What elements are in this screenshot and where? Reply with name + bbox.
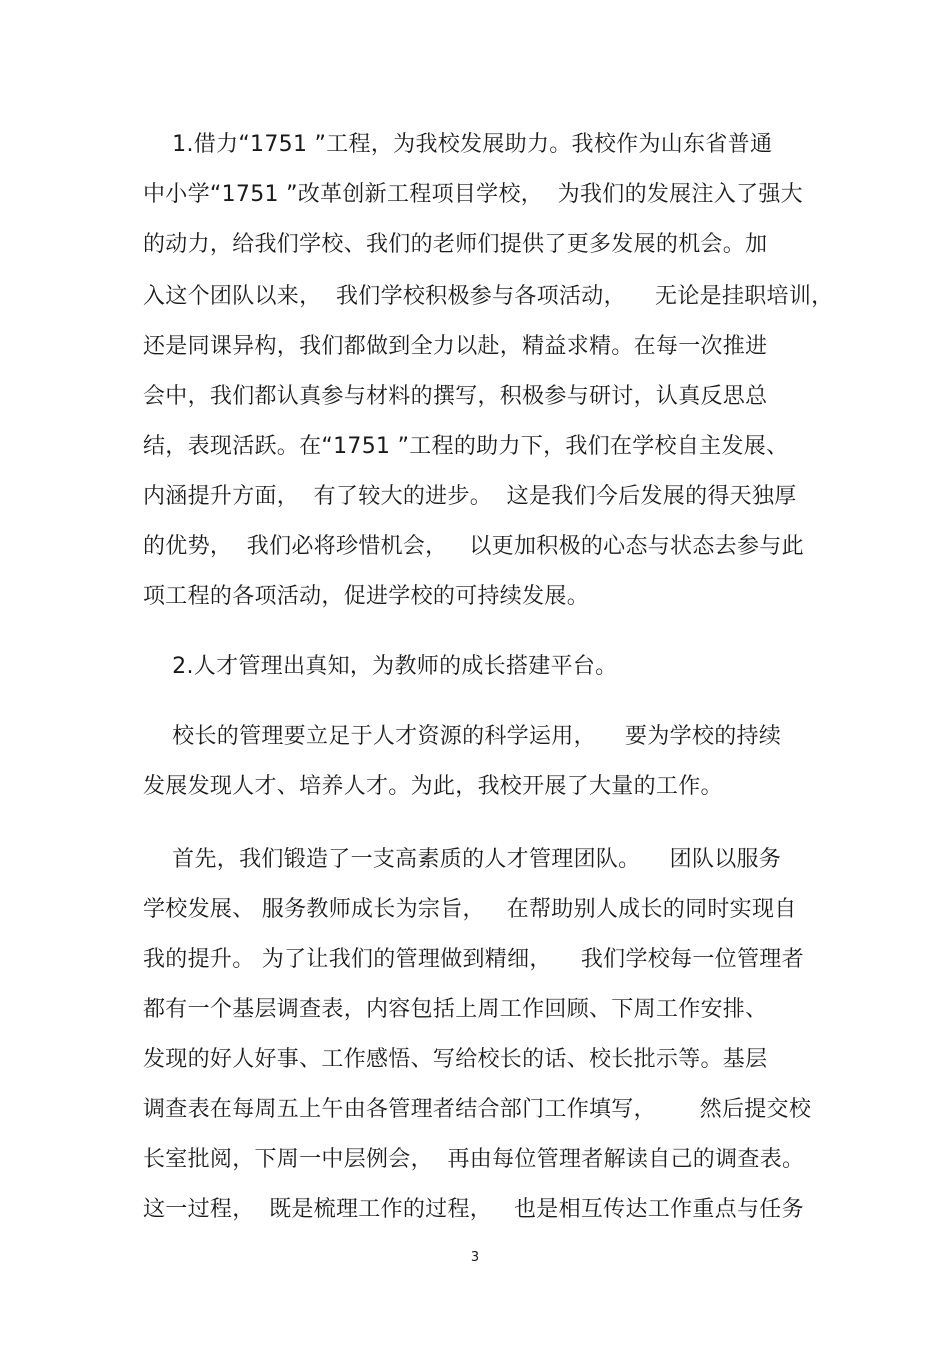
text-line: 结，表现活跃。在“1751 ”工程的助力下，我们在学校自主发展、 — [143, 434, 789, 459]
text-line: 中小学“1751 ”改革创新工程项目学校， 为我们的发展注入了强大 — [143, 182, 803, 207]
text-line: 的优势， 我们必将珍惜机会， 以更加积极的心态与状态去参与此 — [143, 534, 804, 559]
section-heading: 2.人才管理出真知，为教师的成长搭建平台。 — [143, 654, 618, 679]
page-number: 3 — [470, 1250, 480, 1265]
text-line: 学校发展、 服务教师成长为宗旨， 在帮助别人成长的同时实现自 — [143, 897, 797, 922]
text-line: 还是同课异构，我们都做到全力以赴，精益求精。在每一次推进 — [143, 334, 768, 359]
text-line: 调查表在每周五上午由各管理者结合部门工作填写， 然后提交校 — [143, 1097, 812, 1122]
text-line: 项工程的各项活动，促进学校的可持续发展。 — [143, 584, 590, 609]
text-line: 发现的好人好事、工作感悟、写给校长的话、校长批示等。基层 — [143, 1047, 768, 1072]
text-line: 长室批阅，下周一中层例会， 再由每位管理者解读自己的调查表。 — [143, 1147, 805, 1172]
text-line: 1.借力“1751 ”工程，为我校发展助力。我校作为山东省普通 — [143, 132, 773, 157]
text-line: 发展发现人才、培养人才。为此，我校开展了大量的工作。 — [143, 774, 723, 799]
text-line: 入这个团队以来， 我们学校积极参与各项活动， 无论是挂职培训， — [143, 284, 834, 309]
text-line: 首先，我们锻造了一支高素质的人才管理团队。 团队以服务 — [143, 847, 782, 872]
text-line: 我的提升。 为了让我们的管理做到精细， 我们学校每一位管理者 — [143, 947, 804, 972]
text-line: 这一过程， 既是梳理工作的过程， 也是相互传达工作重点与任务 — [143, 1197, 804, 1222]
text-line: 校长的管理要立足于人才资源的科学运用， 要为学校的持续 — [143, 724, 782, 749]
text-line: 的动力，给我们学校、我们的老师们提供了更多发展的机会。加 — [143, 232, 768, 257]
text-line: 都有一个基层调查表，内容包括上周工作回顾、下周工作安排、 — [143, 997, 768, 1022]
text-line: 内涵提升方面， 有了较大的进步。 这是我们今后发展的得天独厚 — [143, 484, 797, 509]
text-line: 会中，我们都认真参与材料的撰写，积极参与研讨，认真反思总 — [143, 384, 768, 409]
